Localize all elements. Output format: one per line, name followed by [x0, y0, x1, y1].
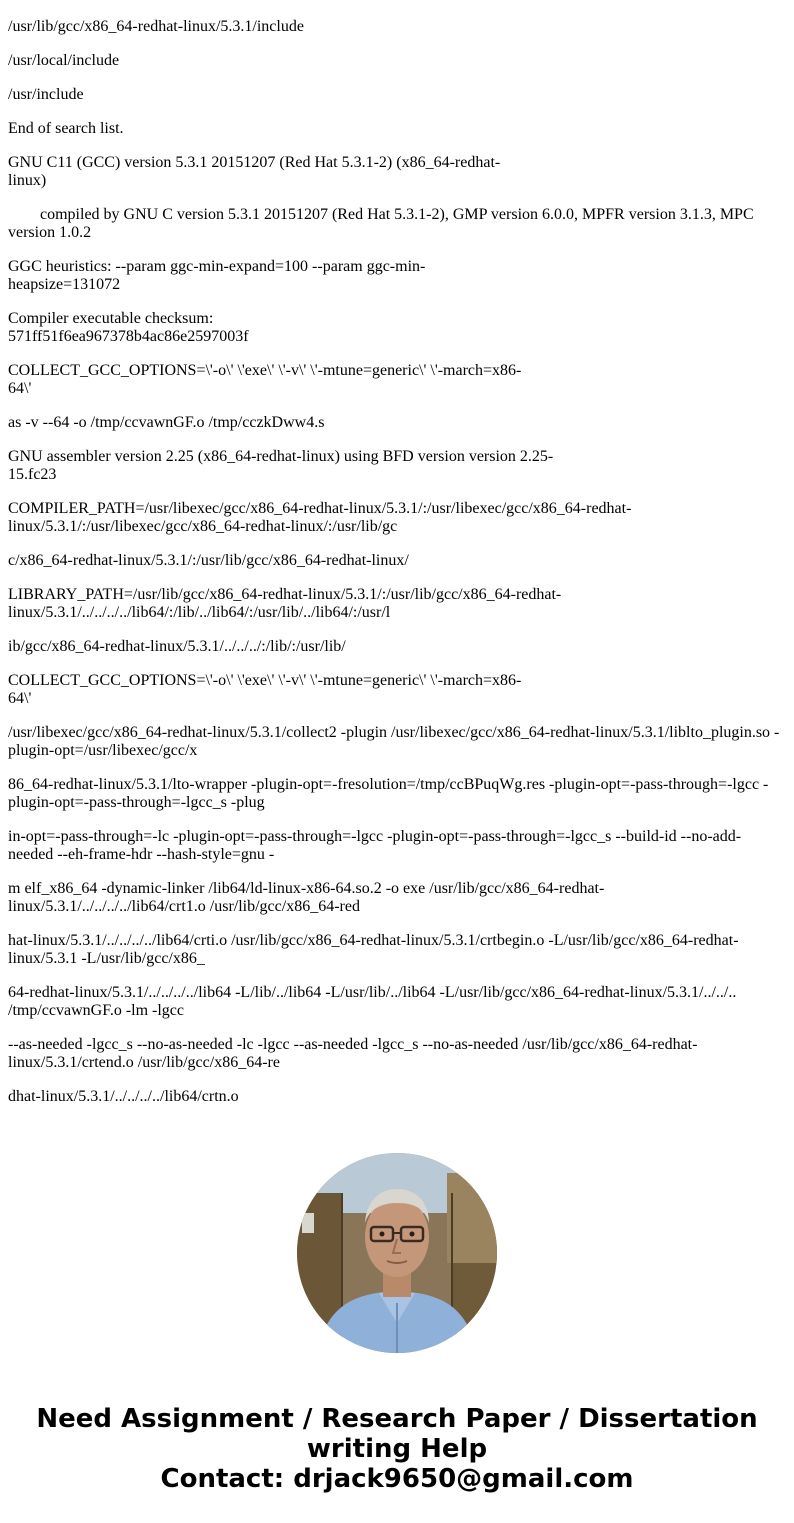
log-line: in-opt=-pass-through=-lc -plugin-opt=-pass-through=-lgcc -plugin-opt=-pass-through=-lgcc_s --build-id --no-add-needed --eh-frame-hdr --hash-style=gnu -: [8, 828, 742, 863]
log-line: COLLECT_GCC_OPTIONS=\'-o\' \'exe\' \'-v\' \'-mtune=generic\' \'-march=x86- 64\': [8, 672, 522, 707]
log-line: /usr/libexec/gcc/x86_64-redhat-linux/5.3.1/collect2 -plugin /usr/libexec/gcc/x86_64-redhat-linux/5.3.1/liblto_plugin.so -plugin-opt=/usr/libexec/gcc/x: [8, 724, 780, 759]
banner-contact-line: Contact: drjack9650@gmail.com: [160, 1464, 634, 1494]
log-line: GNU assembler version 2.25 (x86_64-redhat-linux) using BFD version version 2.25- 15.fc23: [8, 448, 554, 483]
log-line: compiled by GNU C version 5.3.1 20151207 (Red Hat 5.3.1-2), GMP version 6.0.0, MPFR version 3.1.3, MPC version 1.0.2: [8, 206, 754, 241]
author-avatar: [297, 1153, 497, 1353]
log-line: 86_64-redhat-linux/5.3.1/lto-wrapper -plugin-opt=-fresolution=/tmp/ccBPuqWg.res -plugin-opt=-pass-through=-lgcc -plugin-opt=-pass-through=-lgcc_s -plug: [8, 776, 769, 811]
log-line: /usr/include: [8, 86, 84, 103]
log-line: GGC heuristics: --param ggc-min-expand=100 --param ggc-min- heapsize=131072: [8, 258, 426, 293]
log-line: dhat-linux/5.3.1/../../../../lib64/crtn.o: [8, 1088, 239, 1105]
log-line: --as-needed -lgcc_s --no-as-needed -lc -lgcc --as-needed -lgcc_s --no-as-needed /usr/lib/gcc/x86_64-redhat- linux/5.3.1/crtend.o /usr/lib/gcc/x86_64-re: [8, 1036, 698, 1071]
log-line: hat-linux/5.3.1/../../../../lib64/crti.o /usr/lib/gcc/x86_64-redhat-linux/5.3.1/crtbegin.o -L/usr/lib/gcc/x86_64-redhat- linux/5.3.1 -L/usr/lib/gcc/x86_: [8, 932, 739, 967]
log-line: m elf_x86_64 -dynamic-linker /lib64/ld-linux-x86-64.so.2 -o exe /usr/lib/gcc/x86_64-redhat- linux/5.3.1/../../../../lib64/crt1.o /usr/lib/gcc/x86_64-red: [8, 880, 605, 915]
log-line: /usr/lib/gcc/x86_64-redhat-linux/5.3.1/include: [8, 18, 304, 35]
log-line: c/x86_64-redhat-linux/5.3.1/:/usr/lib/gcc/x86_64-redhat-linux/: [8, 552, 409, 569]
log-line: COMPILER_PATH=/usr/libexec/gcc/x86_64-redhat-linux/5.3.1/:/usr/libexec/gcc/x86_64-redhat- linux/5.3.1/:/usr/libexec/gcc/x86_64-redhat-linux/:/usr/lib/gc: [8, 500, 632, 535]
person-photo-icon: [297, 1153, 497, 1353]
log-line: as -v --64 -o /tmp/ccvawnGF.o /tmp/cczkDww4.s: [8, 414, 325, 431]
log-line: End of search list.: [8, 120, 124, 137]
log-line: LIBRARY_PATH=/usr/lib/gcc/x86_64-redhat-linux/5.3.1/:/usr/lib/gcc/x86_64-redhat- linux/5.3.1/../../../../lib64/:/lib/../lib64/:/usr/lib/../lib64/:/usr/l: [8, 586, 562, 621]
log-line: /usr/local/include: [8, 52, 120, 69]
log-line: Compiler executable checksum: 571ff51f6ea967378b4ac86e2597003f: [8, 310, 249, 345]
log-line: COLLECT_GCC_OPTIONS=\'-o\' \'exe\' \'-v\' \'-mtune=generic\' \'-march=x86- 64\': [8, 362, 522, 397]
banner-line-1: Need Assignment / Research Paper / Dissertation: [36, 1404, 758, 1434]
banner-line-2: writing Help: [306, 1434, 488, 1464]
terminal-log: [8, 18, 786, 1122]
log-line: GNU C11 (GCC) version 5.3.1 20151207 (Red Hat 5.3.1-2) (x86_64-redhat- linux): [8, 154, 501, 189]
log-line: 64-redhat-linux/5.3.1/../../../../lib64 -L/lib/../lib64 -L/usr/lib/../lib64 -L/usr/lib/gcc/x86_64-redhat-linux/5.3.1/../../.. /tmp/ccvawnGF.o -lm -lgcc: [8, 984, 737, 1019]
contact-banner: [0, 1404, 794, 1494]
log-line: ib/gcc/x86_64-redhat-linux/5.3.1/../../../:/lib/:/usr/lib/: [8, 638, 346, 655]
